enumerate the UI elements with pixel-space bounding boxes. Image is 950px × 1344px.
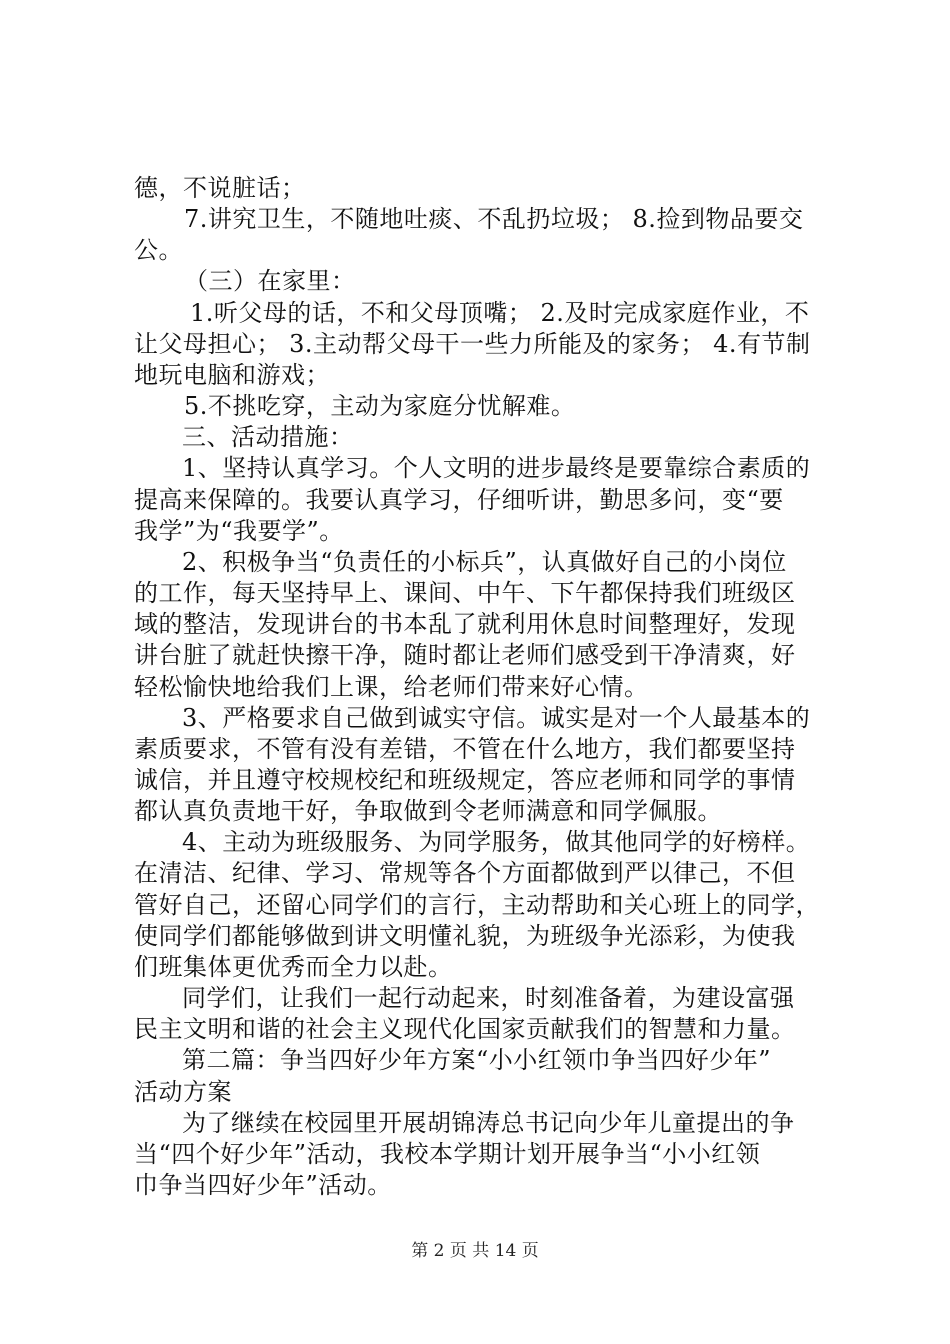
text-line: 让父母担心； 3.主动帮父母干一些力所能及的家务； 4.有节制	[134, 330, 811, 358]
text-line: 都认真负责地干好，争取做到令老师满意和同学佩服。	[134, 797, 722, 825]
text-line: 地玩电脑和游戏；	[134, 361, 330, 389]
text-line: 们班集体更优秀而全力以赴。	[134, 953, 453, 981]
text-line: 巾争当四好少年”活动。	[134, 1171, 392, 1199]
text-line: 在清洁、纪律、学习、常规等各个方面都做到严以律己，不但	[134, 859, 796, 887]
text-line: 同学们，让我们一起行动起来，时刻准备着，为建设富强	[182, 984, 795, 1012]
text-line: 7.讲究卫生，不随地吐痰、不乱扔垃圾； 8.捡到物品要交	[184, 205, 804, 233]
text-line: 4、主动为班级服务、为同学服务，做其他同学的好榜样。	[182, 828, 811, 856]
text-line: 讲台脏了就赶快擦干净，随时都让老师们感受到干净清爽，好	[134, 641, 796, 669]
text-line: 轻松愉快地给我们上课，给老师们带来好心情。	[134, 673, 649, 701]
text-line: 民主文明和谐的社会主义现代化国家贡献我们的智慧和力量。	[134, 1015, 796, 1043]
text-line: 1.听父母的话，不和父母顶嘴； 2.及时完成家庭作业，不	[190, 299, 810, 327]
text-line: 我学”为“我要学”。	[134, 517, 344, 545]
text-line: 使同学们都能够做到讲文明懂礼貌，为班级争光添彩，为使我	[134, 922, 796, 950]
text-line: 2、积极争当“负责任的小标兵”，认真做好自己的小岗位	[182, 548, 787, 576]
text-line: 的工作，每天坚持早上、课间、中午、下午都保持我们班级区	[134, 579, 796, 607]
section-heading: 三、活动措施：	[182, 423, 354, 451]
text-line: 为了继续在校园里开展胡锦涛总书记向少年儿童提出的争	[182, 1109, 795, 1137]
text-line: 德，不说脏话；	[134, 174, 306, 202]
text-line: 3、严格要求自己做到诚实守信。诚实是对一个人最基本的	[182, 704, 811, 732]
text-line: 1、坚持认真学习。个人文明的进步最终是要靠综合素质的	[182, 454, 811, 482]
text-line: 诚信，并且遵守校规校纪和班级规定，答应老师和同学的事情	[134, 766, 796, 794]
text-line: 公。	[134, 236, 183, 264]
text-line: 当“四个好少年”活动，我校本学期计划开展争当“小小红领	[134, 1140, 761, 1168]
text-line: 管好自己，还留心同学们的言行，主动帮助和关心班上的同学，	[134, 891, 820, 919]
text-line: 活动方案	[134, 1078, 232, 1106]
section-heading: 第二篇：争当四好少年方案“小小红领巾争当四好少年”	[182, 1046, 772, 1074]
text-line: 提高来保障的。我要认真学习，仔细听讲，勤思多问，变“要	[134, 486, 784, 514]
text-line: 域的整洁，发现讲台的书本乱了就利用休息时间整理好，发现	[134, 610, 796, 638]
page-number-footer: 第 2 页 共 14 页	[411, 1241, 539, 1261]
section-heading: （三）在家里：	[184, 267, 356, 295]
text-line: 5.不挑吃穿，主动为家庭分忧解难。	[184, 392, 576, 420]
text-line: 素质要求，不管有没有差错，不管在什么地方，我们都要坚持	[134, 735, 796, 763]
